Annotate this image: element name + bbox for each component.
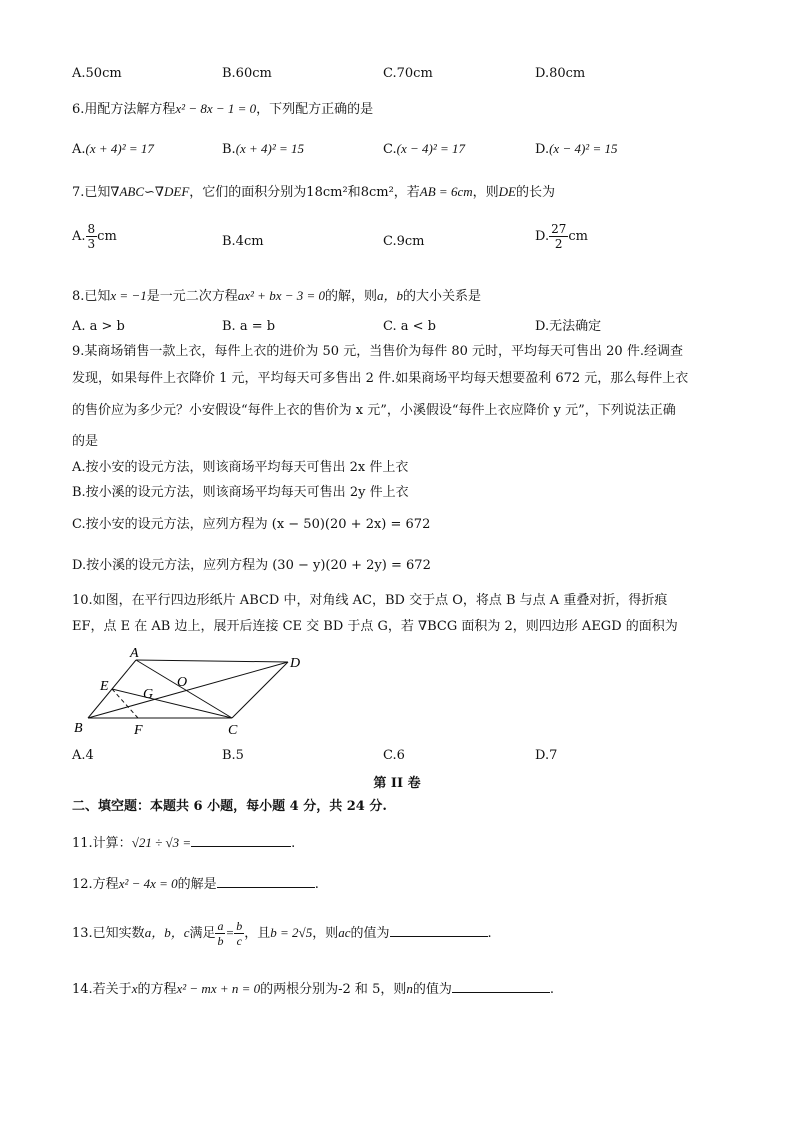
q9-option-a: A.按小安的设元方法，则该商场平均每天可售出 2x 件上衣 [72,460,409,475]
q5-option-d: D.80cm [535,66,586,81]
q12-answer-blank[interactable] [217,873,315,888]
q14: 14.若关于x的方程x² − mx + n = 0的两根分别为-2 和 5，则n的值为 . [72,978,554,999]
q5-option-a: A.50cm [72,66,122,81]
q5-option-b: B.60cm [222,66,272,81]
q10-line-1: 10.如图，在平行四边形纸片 ABCD 中，对角线 AC，BD 交于点 O，将点 B 与点 A 重叠对折，得折痕 [72,593,668,608]
label-g: G [143,687,154,702]
q5-option-c: C.70cm [383,66,433,81]
segment-ce [112,689,232,718]
label-e: E [100,679,109,694]
label-f: F [134,723,143,738]
q13-answer-blank[interactable] [390,922,488,937]
q6-option-a: A.(x + 4)² = 17 [72,141,154,157]
q8-stem: 8.已知x = −1是一元二次方程ax² + bx − 3 = 0的解，则a，b的大小关系是 [72,288,482,304]
q9-option-b: B.按小溪的设元方法，则该商场平均每天可售出 2y 件上衣 [72,485,409,500]
q6-stem: 6.用配方法解方程x² − 8x − 1 = 0，下列配方正确的是 [72,101,374,117]
q8-option-a: A. a > b [72,319,125,334]
q9-line-1: 9.某商场销售一款上衣，每件上衣的进价为 50 元，当售价为每件 80 元时，平均每天可售出 20 件.经调查 [72,344,683,359]
q8-option-c: C. a < b [383,319,436,334]
label-c: C [228,723,238,738]
q12: 12.方程x² − 4x = 0的解是 . [72,873,319,894]
q10-line-2: EF，点 E 在 AB 边上，展开后连接 CE 交 BD 于点 G，若 ∇BCG 面积为 2，则四边形 AEGD 的面积为 [72,619,678,634]
q10-option-d: D.7 [535,748,558,763]
q8-option-d: D.无法确定 [535,319,602,334]
label-a: A [130,646,139,661]
part2-title: 第 II 卷 [373,776,421,791]
label-d: D [290,656,301,671]
fold-ef [112,689,138,718]
q7-option-c: C.9cm [383,234,425,249]
q6-option-b: B.(x + 4)² = 15 [222,141,305,157]
q10-option-c: C.6 [383,748,405,763]
q7-option-a: A. $\frac{8}{3}$ cm [72,222,117,251]
q13: 13.已知实数a，b，c满足 $\frac{a}{b}$ = $\frac{b}{c}$ ，且b = 2√5，则ac的值为 . [72,919,492,948]
q9-line-2: 发现，如果每件上衣降价 1 元，平均每天可多售出 2 件.如果商场平均每天想要盈利 672 元，那么每件上衣 [72,371,689,386]
q7-stem: 7.已知∇ABC∽∇DEF，它们的面积分别为18cm²和8cm²，若AB = 6cm，则DE的长为 [72,184,555,200]
q6-option-d: D.(x − 4)² = 15 [535,141,618,157]
label-b: B [74,721,83,736]
q9-option-c: C.按小安的设元方法，应列方程为 (x − 50)(20 + 2x) = 672 [72,517,431,532]
q11-answer-blank[interactable] [191,832,291,847]
q9-option-d: D.按小溪的设元方法，应列方程为 (30 − y)(20 + 2y) = 672 [72,558,431,573]
q14-answer-blank[interactable] [452,978,550,993]
q6-option-c: C.(x − 4)² = 17 [383,141,465,157]
q10-option-b: B.5 [222,748,244,763]
parallelogram-figure [70,640,310,740]
label-o: O [177,675,188,690]
edge-ad [136,660,288,662]
q11: 11.计算：√21 ÷ √3 = . [72,832,295,853]
q8-option-b: B. a = b [222,319,276,334]
q9-line-3: 的售价应为多少元？小安假设“每件上衣的售价为 x 元”，小溪假设“每件上衣应降价 y 元”，下列说法正确 [72,403,676,418]
q10-option-a: A.4 [72,748,94,763]
q7-option-d: D. $\frac{27}{2}$ cm [535,222,588,251]
edge-dc [232,662,288,718]
q7-option-b: B.4cm [222,234,264,249]
q9-line-4: 的是 [72,434,99,449]
section2-heading: 二、填空题：本题共 6 小题，每小题 4 分，共 24 分. [72,799,387,814]
